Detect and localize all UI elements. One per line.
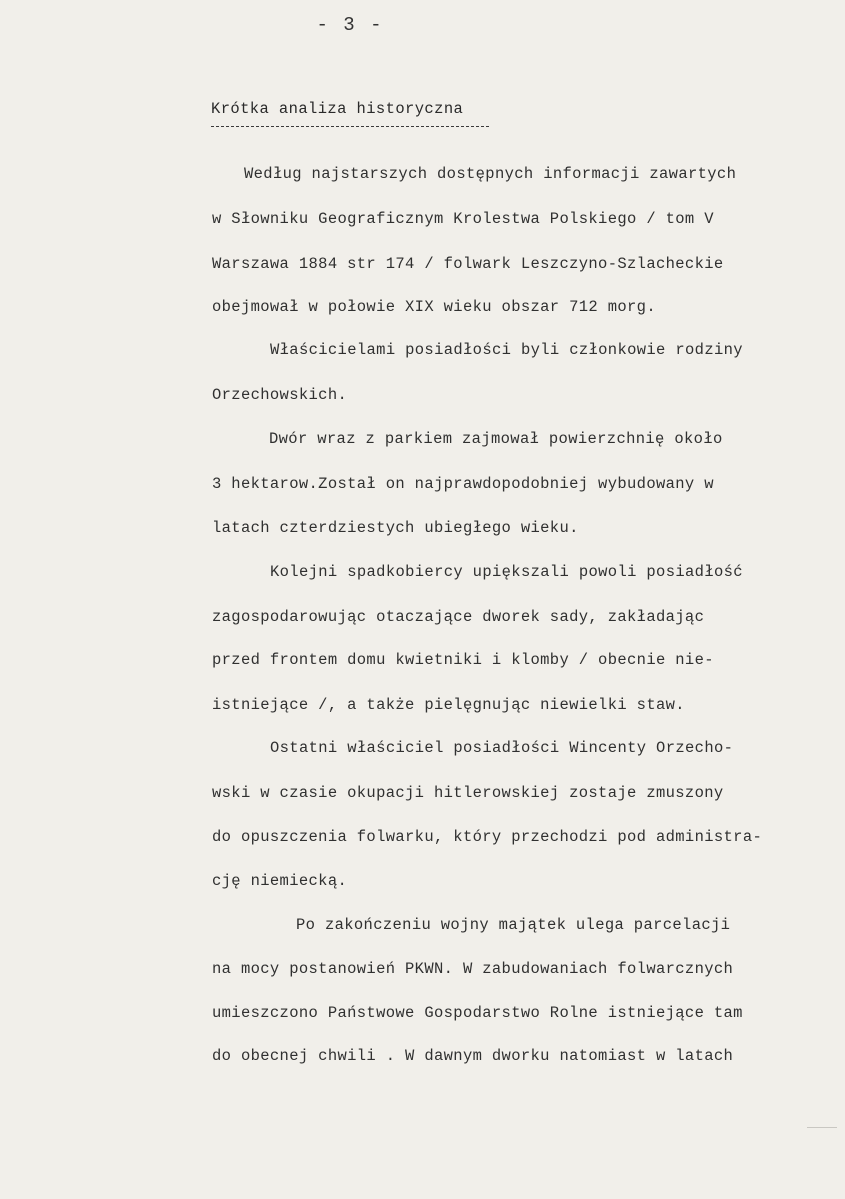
text-line-18: Po zakończeniu wojny majątek ulega parcelacji: [296, 916, 731, 934]
section-heading: Krótka analiza historyczna: [211, 100, 464, 118]
text-line-12: przed frontem domu kwietniki i klomby / obecnie nie-: [212, 651, 714, 669]
page-edge-mark: [807, 1127, 837, 1128]
text-line-15: wski w czasie okupacji hitlerowskiej zostaje zmuszony: [212, 784, 724, 802]
text-line-21: do obecnej chwili . W dawnym dworku natomiast w latach: [212, 1047, 734, 1065]
text-line-1: Według najstarszych dostępnych informacji zawartych: [244, 165, 737, 183]
text-line-19: na mocy postanowień PKWN. W zabudowaniach folwarcznych: [212, 960, 734, 978]
text-line-4: obejmował w połowie XIX wieku obszar 712 morg.: [212, 298, 656, 316]
text-line-7: Dwór wraz z parkiem zajmował powierzchnię około: [269, 430, 723, 448]
text-line-20: umieszczono Państwowe Gospodarstwo Rolne istniejące tam: [212, 1004, 743, 1022]
text-line-5: Właścicielami posiadłości byli członkowie rodziny: [270, 341, 743, 359]
text-line-8: 3 hektarow.Został on najprawdopodobniej wybudowany w: [212, 475, 714, 493]
page-number: - 3 -: [316, 14, 384, 36]
text-line-3: Warszawa 1884 str 174 / folwark Leszczyno-Szlacheckie: [212, 255, 724, 273]
text-line-14: Ostatni właściciel posiadłości Wincenty Orzecho-: [270, 739, 734, 757]
text-line-11: zagospodarowując otaczające dworek sady, zakładając: [212, 608, 705, 626]
text-line-13: istniejące /, a także pielęgnując niewielki staw.: [212, 696, 685, 714]
text-line-2: w Słowniku Geograficznym Krolestwa Polskiego / tom V: [212, 210, 714, 228]
text-line-16: do opuszczenia folwarku, który przechodzi pod administra-: [212, 828, 763, 846]
text-line-9: latach czterdziestych ubiegłego wieku.: [212, 519, 579, 537]
text-line-10: Kolejni spadkobiercy upiększali powoli posiadłość: [270, 563, 743, 581]
heading-underline: [211, 126, 489, 127]
text-line-17: cję niemiecką.: [212, 872, 348, 890]
text-line-6: Orzechowskich.: [212, 386, 348, 404]
